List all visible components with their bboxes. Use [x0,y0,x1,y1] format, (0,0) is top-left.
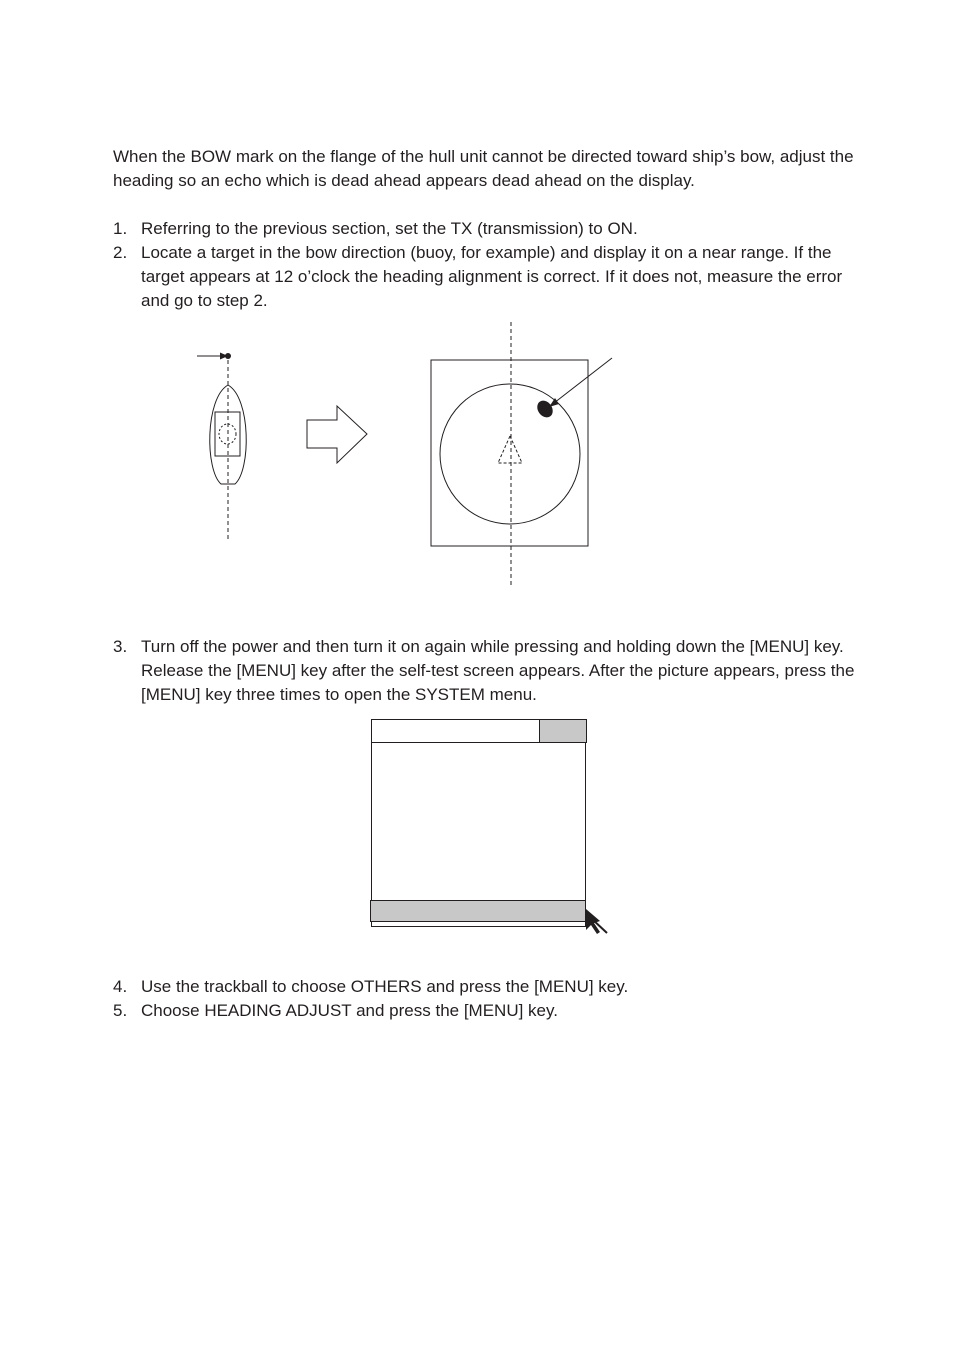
step-number: 1. [113,219,128,238]
target-echo [534,398,556,421]
step-text: Choose HEADING ADJUST and press the [MENU] key. [141,1001,558,1020]
display-frame [431,360,588,546]
step-4 [113,975,873,999]
step-text: Turn off the power and then turn it on again while pressing and holding down the [MENU] key. Release the [MENU] key after the self-test screen appears. After the picture appears, press the [MENU] key three times to open the SYSTEM menu. [141,637,855,704]
sonar-display-diagram [431,322,612,588]
step-number: 5. [113,1001,128,1020]
step-3 [113,635,873,707]
bow-mark-dot [225,353,231,359]
range-circle [440,384,580,524]
step-number: 4. [113,977,128,996]
intro-paragraph: When the BOW mark on the flange of the hull unit cannot be directed toward ship’s bow, adjust the heading so an echo which is dead ahead appears dead ahead on the display. [113,147,854,190]
own-ship-mark [498,436,522,463]
step-5 [113,999,873,1023]
transition-arrow-icon [307,406,367,463]
ship-hull-diagram [197,353,246,541]
target-pointer-line [554,358,612,403]
step-text: Locate a target in the bow direction (buoy, for example) and display it on a near range. If the target appears at 12 o’clock the heading alignment is correct. If it does not, measure the error and go to step 2. [141,243,843,310]
step-text: Referring to the previous section, set the TX (transmission) to ON. [141,219,638,238]
step-number: 2. [113,243,128,262]
step-number: 3. [113,637,128,656]
step-text: Use the trackball to choose OTHERS and press the [MENU] key. [141,977,629,996]
